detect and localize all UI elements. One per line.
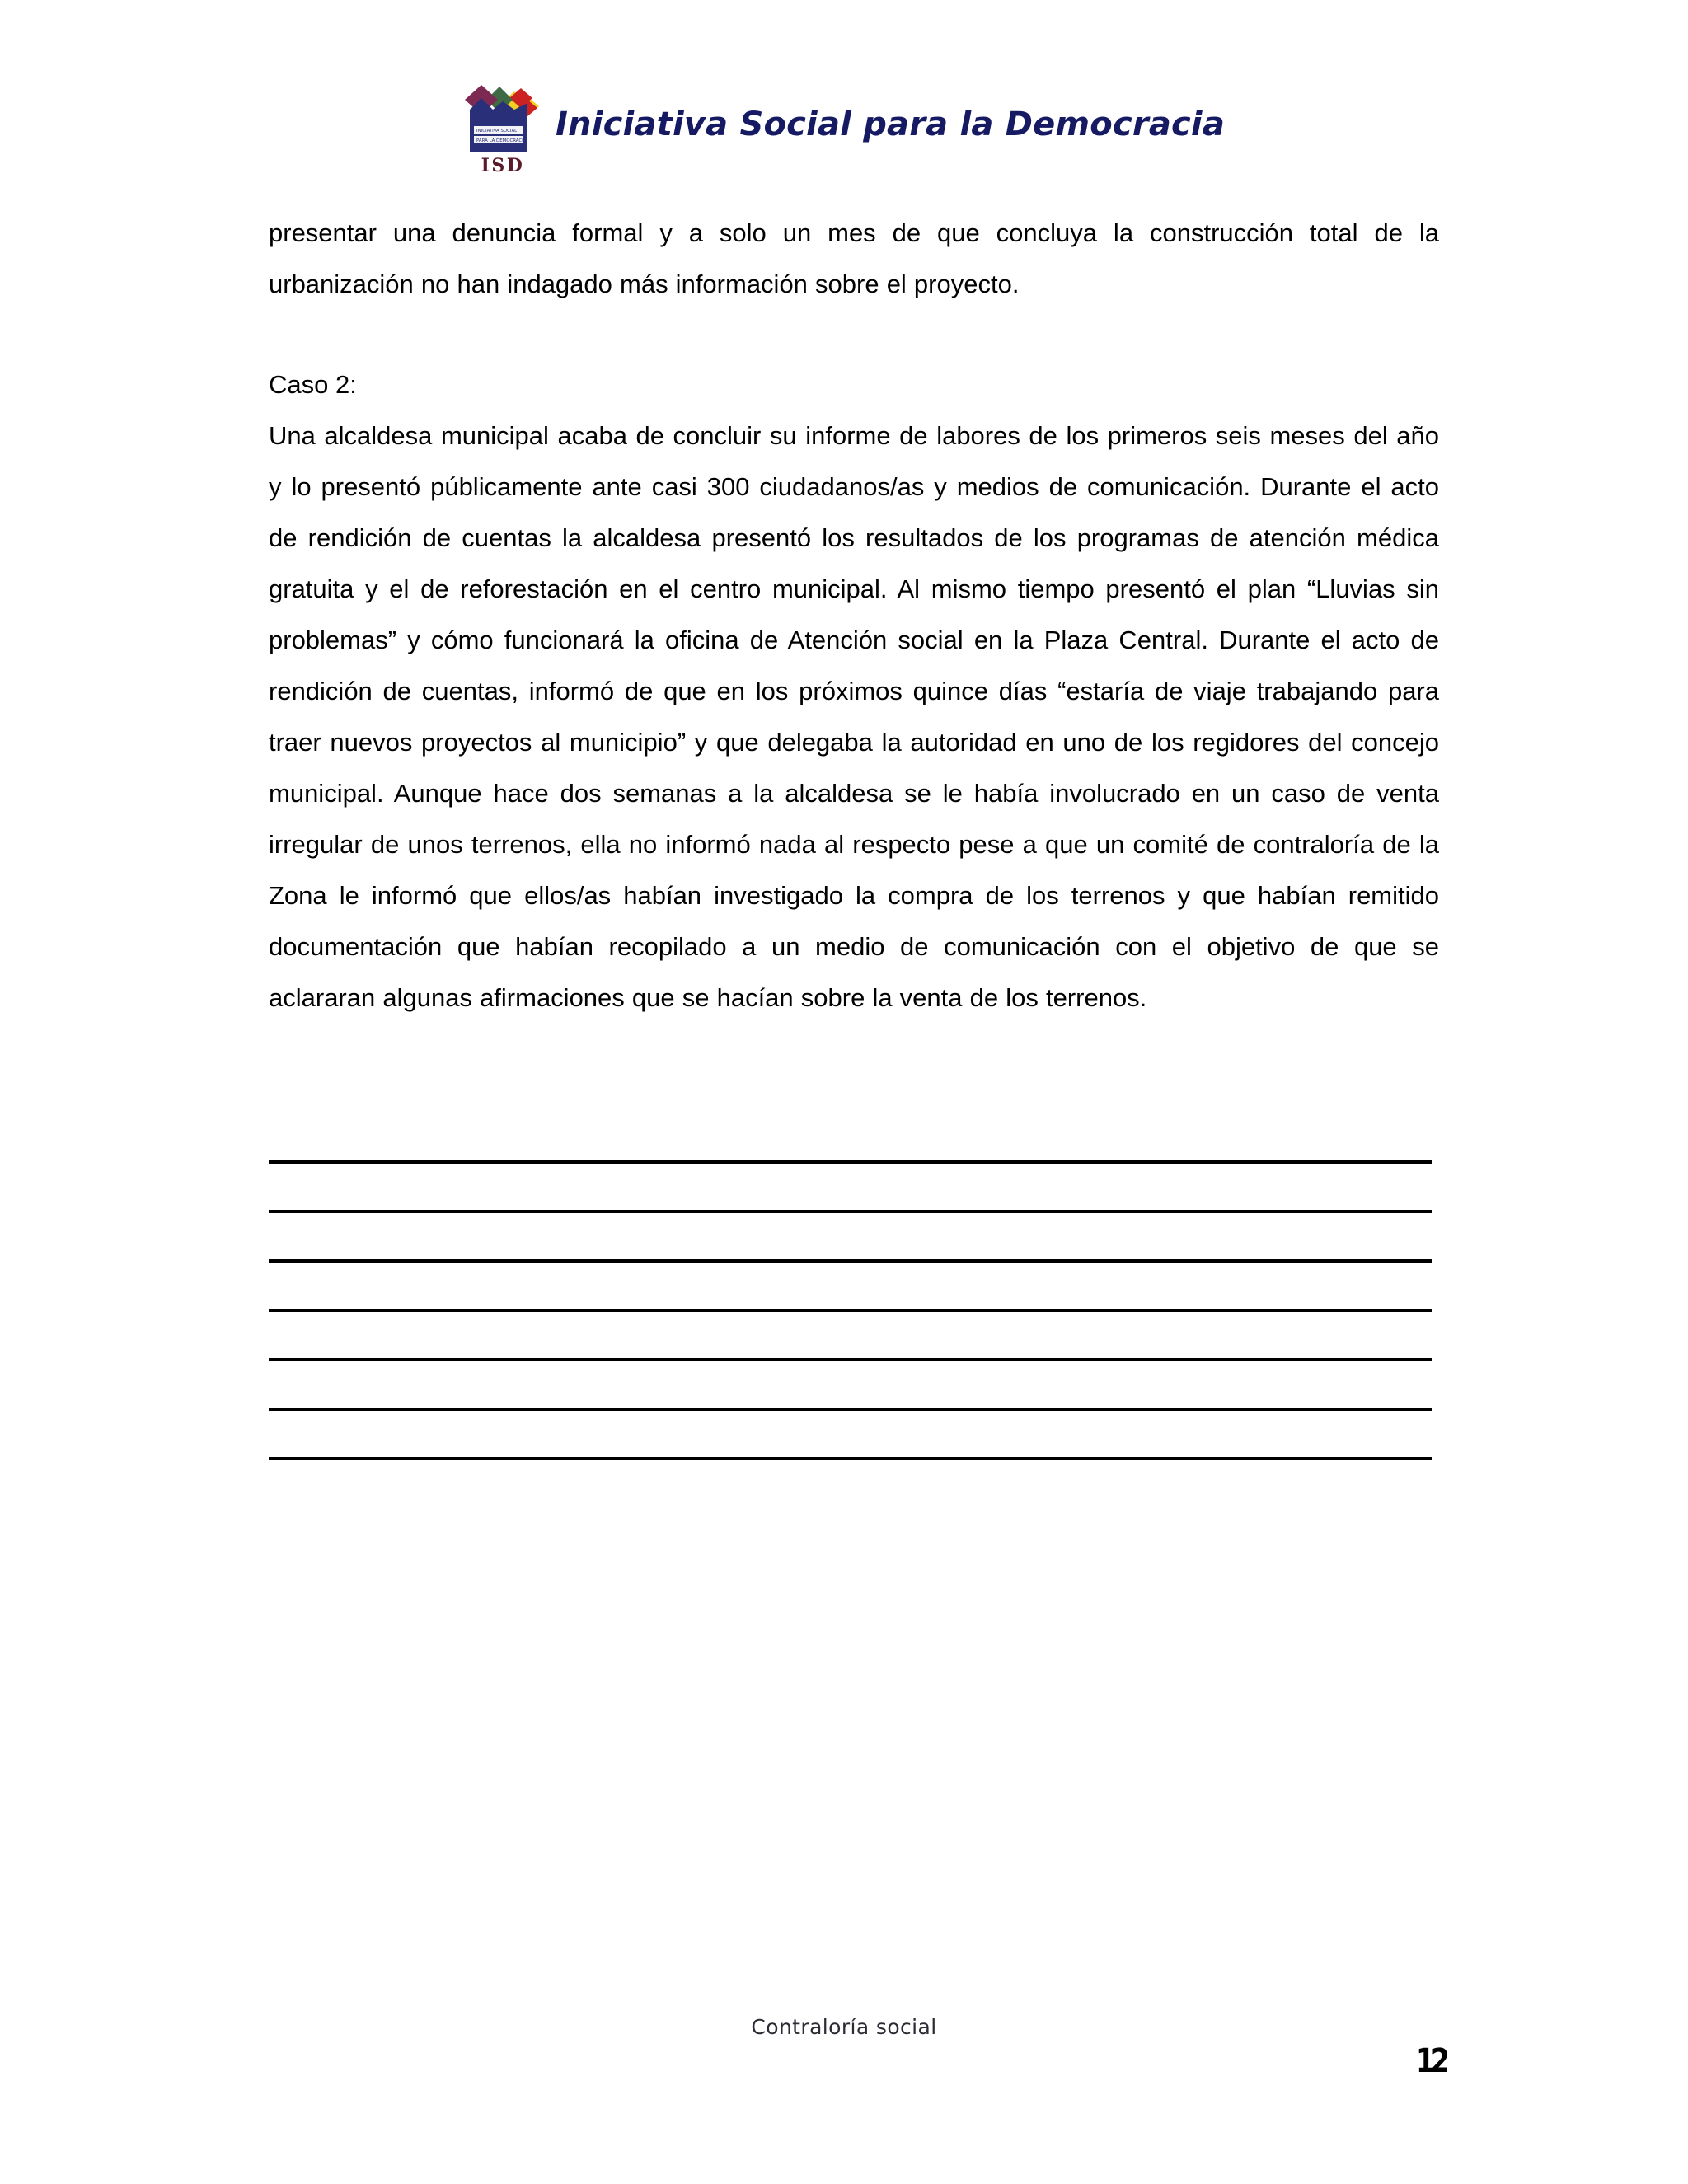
answer-line[interactable] bbox=[269, 1309, 1432, 1312]
answer-lines-area bbox=[269, 1160, 1432, 1460]
isd-logo-lockup bbox=[463, 78, 1225, 176]
answer-line[interactable] bbox=[269, 1160, 1432, 1164]
isd-logo-icon bbox=[463, 78, 542, 176]
case-body-text: Una alcaldesa municipal acaba de concluir su informe de labores de los primeros seis meses del año y lo presentó públicamente ante casi 300 ciudadanos/as y medios de comunicación. Durante el acto de rendición de cuentas la alcaldesa presentó los resultados de los programas de atención médica gratuita y el de reforestación en el centro municipal. Al mismo tiempo presentó el plan “Lluvias sin problemas” y cómo funcionará la oficina de Atención social en la Plaza Central. Durante el acto de rendición de cuentas, informó de que en los próximos quince días “estaría de viaje trabajando para traer nuevos proyectos al municipio” y que delegaba la autoridad en uno de los regidores del concejo municipal. Aunque hace dos semanas a la alcaldesa se le había involucrado en un caso de venta irregular de unos terrenos, ella no informó nada al respecto pese a que un comité de contraloría de la Zona le informó que ellos/as habían investigado la compra de los terrenos y que habían remitido documentación que habían recopilado a un medio de comunicación con el objetivo de que se aclararan algunas afirmaciones que se hacían sobre la venta de los terrenos. bbox=[269, 421, 1439, 1012]
paragraph-spacer bbox=[269, 310, 1439, 359]
continued-paragraph: presentar una denuncia formal y a solo un mes de que concluya la construcción total de la urbanización no han indagado más información sobre el proyecto. bbox=[269, 218, 1439, 298]
logo-inner-line-1: INICIATIVA SOCIAL bbox=[476, 129, 518, 134]
organization-name: Iniciativa Social para la Democracia bbox=[555, 105, 1226, 143]
case-heading: Caso 2: bbox=[269, 370, 357, 399]
page-header bbox=[0, 78, 1688, 176]
logo-acronym: ISD bbox=[481, 155, 525, 176]
page-number: 12 bbox=[1416, 2042, 1446, 2080]
answer-line[interactable] bbox=[269, 1259, 1432, 1263]
answer-line[interactable] bbox=[269, 1210, 1432, 1213]
logo-inner-line-2: PARA LA DEMOCRACIA bbox=[476, 138, 527, 143]
answer-line[interactable] bbox=[269, 1358, 1432, 1361]
answer-line[interactable] bbox=[269, 1408, 1432, 1411]
document-body bbox=[269, 208, 1439, 1024]
answer-line[interactable] bbox=[269, 1457, 1432, 1460]
footer-caption: Contraloría social bbox=[751, 2015, 937, 2039]
